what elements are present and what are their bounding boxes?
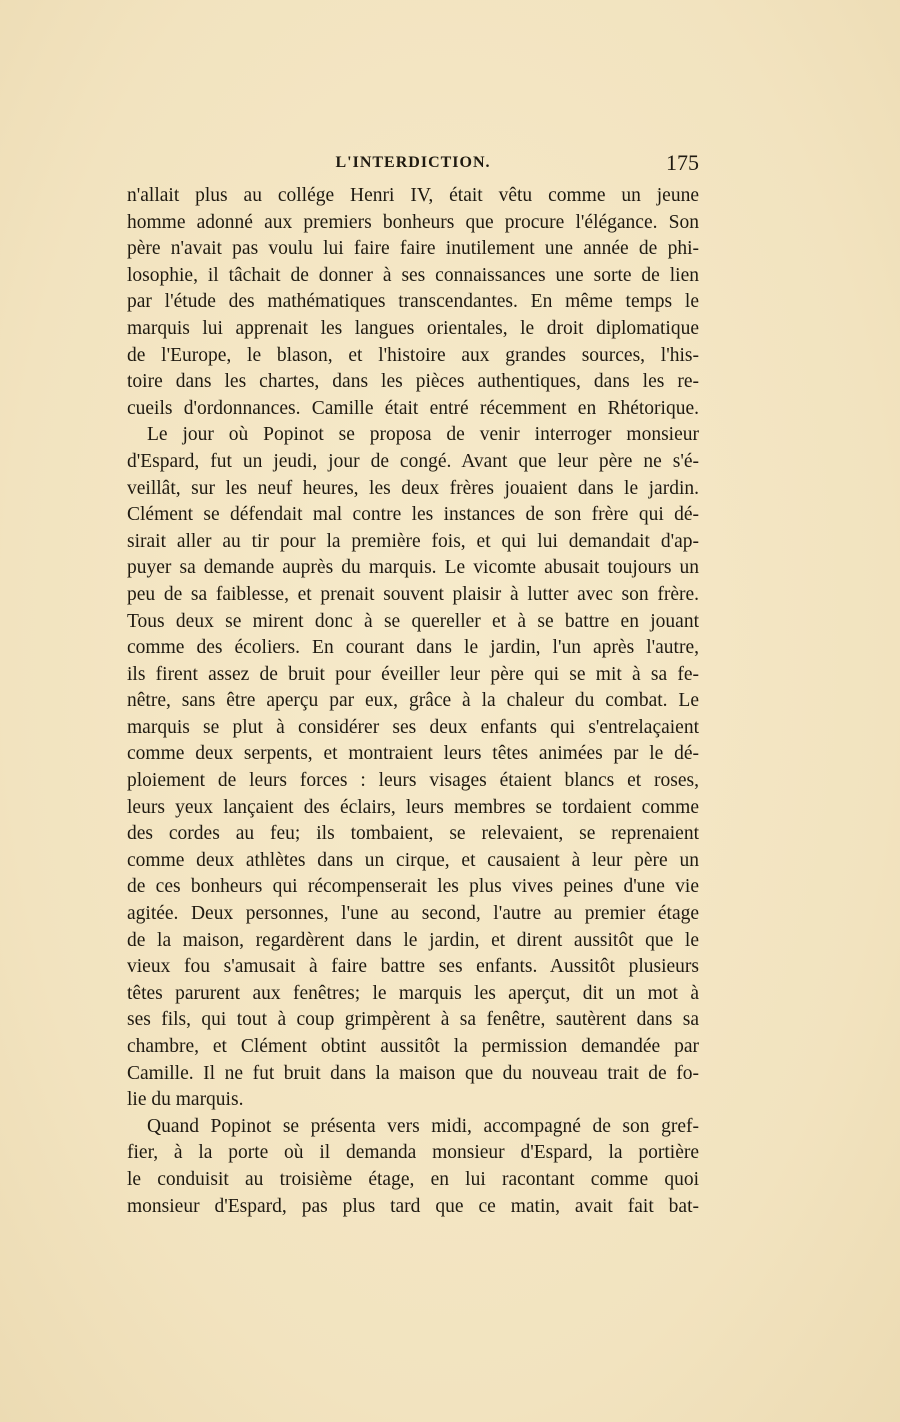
text-line: marquis lui apprenait les langues orientales, le droit diplomatique (127, 317, 699, 339)
text-line: ils firent assez de bruit pour éveiller leur père qui se mit à sa fe- (127, 663, 699, 685)
text-line: leurs yeux lançaient des éclairs, leurs membres se tordaient comme (127, 796, 699, 818)
text-line: de l'Europe, le blason, et l'histoire aux grandes sources, l'his- (127, 344, 699, 366)
text-line: d'Espard, fut un jeudi, jour de congé. Avant que leur père ne s'é- (127, 450, 699, 472)
text-line: par l'étude des mathématiques transcendantes. En même temps le (127, 291, 699, 313)
text-line: agitée. Deux personnes, l'une au second, l'autre au premier étage (127, 903, 699, 925)
text-line: homme adonné aux premiers bonheurs que procure l'élégance. Son (127, 211, 699, 233)
running-title: L'INTERDICTION. (335, 154, 491, 171)
page-number: 175 (666, 150, 699, 175)
text-line: Le jour où Popinot se proposa de venir interroger monsieur (147, 424, 699, 446)
text-line: vieux fou s'amusait à faire battre ses enfants. Aussitôt plusieurs (127, 956, 699, 978)
text-line: cueils d'ordonnances. Camille était entré récemment en Rhétorique. (127, 397, 699, 419)
text-line: sirait aller au tir pour la première fois, et qui lui demandait d'ap- (127, 530, 699, 552)
text-line: puyer sa demande auprès du marquis. Le vicomte abusait toujours un (127, 557, 699, 579)
paragraph (127, 183, 699, 422)
text-line: de ces bonheurs qui récompenserait les plus vives peines d'une vie (127, 876, 699, 898)
running-header (127, 150, 699, 180)
text-line: comme deux athlètes dans un cirque, et causaient à leur père un (127, 849, 699, 871)
paragraph (127, 1114, 699, 1220)
text-line: père n'avait pas voulu lui faire faire inutilement une année de phi- (127, 238, 699, 260)
text-line: monsieur d'Espard, pas plus tard que ce matin, avait fait bat- (127, 1195, 699, 1217)
text-line: le conduisit au troisième étage, en lui racontant comme quoi (127, 1168, 699, 1190)
text-line: fier, à la porte où il demanda monsieur d'Espard, la portière (127, 1142, 699, 1164)
paragraph (127, 422, 699, 1113)
text-line: Tous deux se mirent donc à se quereller et à se battre en jouant (127, 610, 699, 632)
text-line: des cordes au feu; ils tombaient, se relevaient, se reprenaient (127, 823, 699, 845)
text-line: ses fils, qui tout à coup grimpèrent à sa fenêtre, sautèrent dans sa (127, 1009, 699, 1031)
text-line: peu de sa faiblesse, et prenait souvent plaisir à lutter avec son frère. (127, 583, 699, 605)
text-line: de la maison, regardèrent dans le jardin, et dirent aussitôt que le (127, 929, 699, 951)
text-line: comme des écoliers. En courant dans le jardin, l'un après l'autre, (127, 637, 699, 659)
text-line: n'allait plus au collége Henri IV, était vêtu comme un jeune (127, 185, 699, 206)
text-line: Quand Popinot se présenta vers midi, accompagné de son gref- (147, 1115, 699, 1137)
text-line: chambre, et Clément obtint aussitôt la permission demandée par (127, 1036, 699, 1057)
text-line: comme deux serpents, et montraient leurs têtes animées par le dé- (127, 743, 699, 765)
text-line: marquis se plut à considérer ses deux enfants qui s'entrelaçaient (127, 716, 699, 738)
text-line: têtes parurent aux fenêtres; le marquis les aperçut, dit un mot à (127, 982, 699, 1004)
body-text (127, 183, 699, 1220)
text-line: toire dans les chartes, dans les pièces authentiques, dans les re- (127, 371, 699, 393)
text-line: Clément se défendait mal contre les instances de son frère qui dé- (127, 504, 699, 526)
text-line: Camille. Il ne fut bruit dans la maison que du nouveau trait de fo- (127, 1062, 699, 1084)
text-line: losophie, il tâchait de donner à ses connaissances une sorte de lien (127, 264, 699, 286)
text-line: lie du marquis. (127, 1089, 244, 1111)
text-line: veillât, sur les neuf heures, les deux frères jouaient dans le jardin. (127, 477, 699, 499)
text-line: nêtre, sans être aperçu par eux, grâce à la chaleur du combat. Le (127, 690, 699, 712)
text-line: ploiement de leurs forces : leurs visages étaient blancs et roses, (127, 770, 699, 792)
